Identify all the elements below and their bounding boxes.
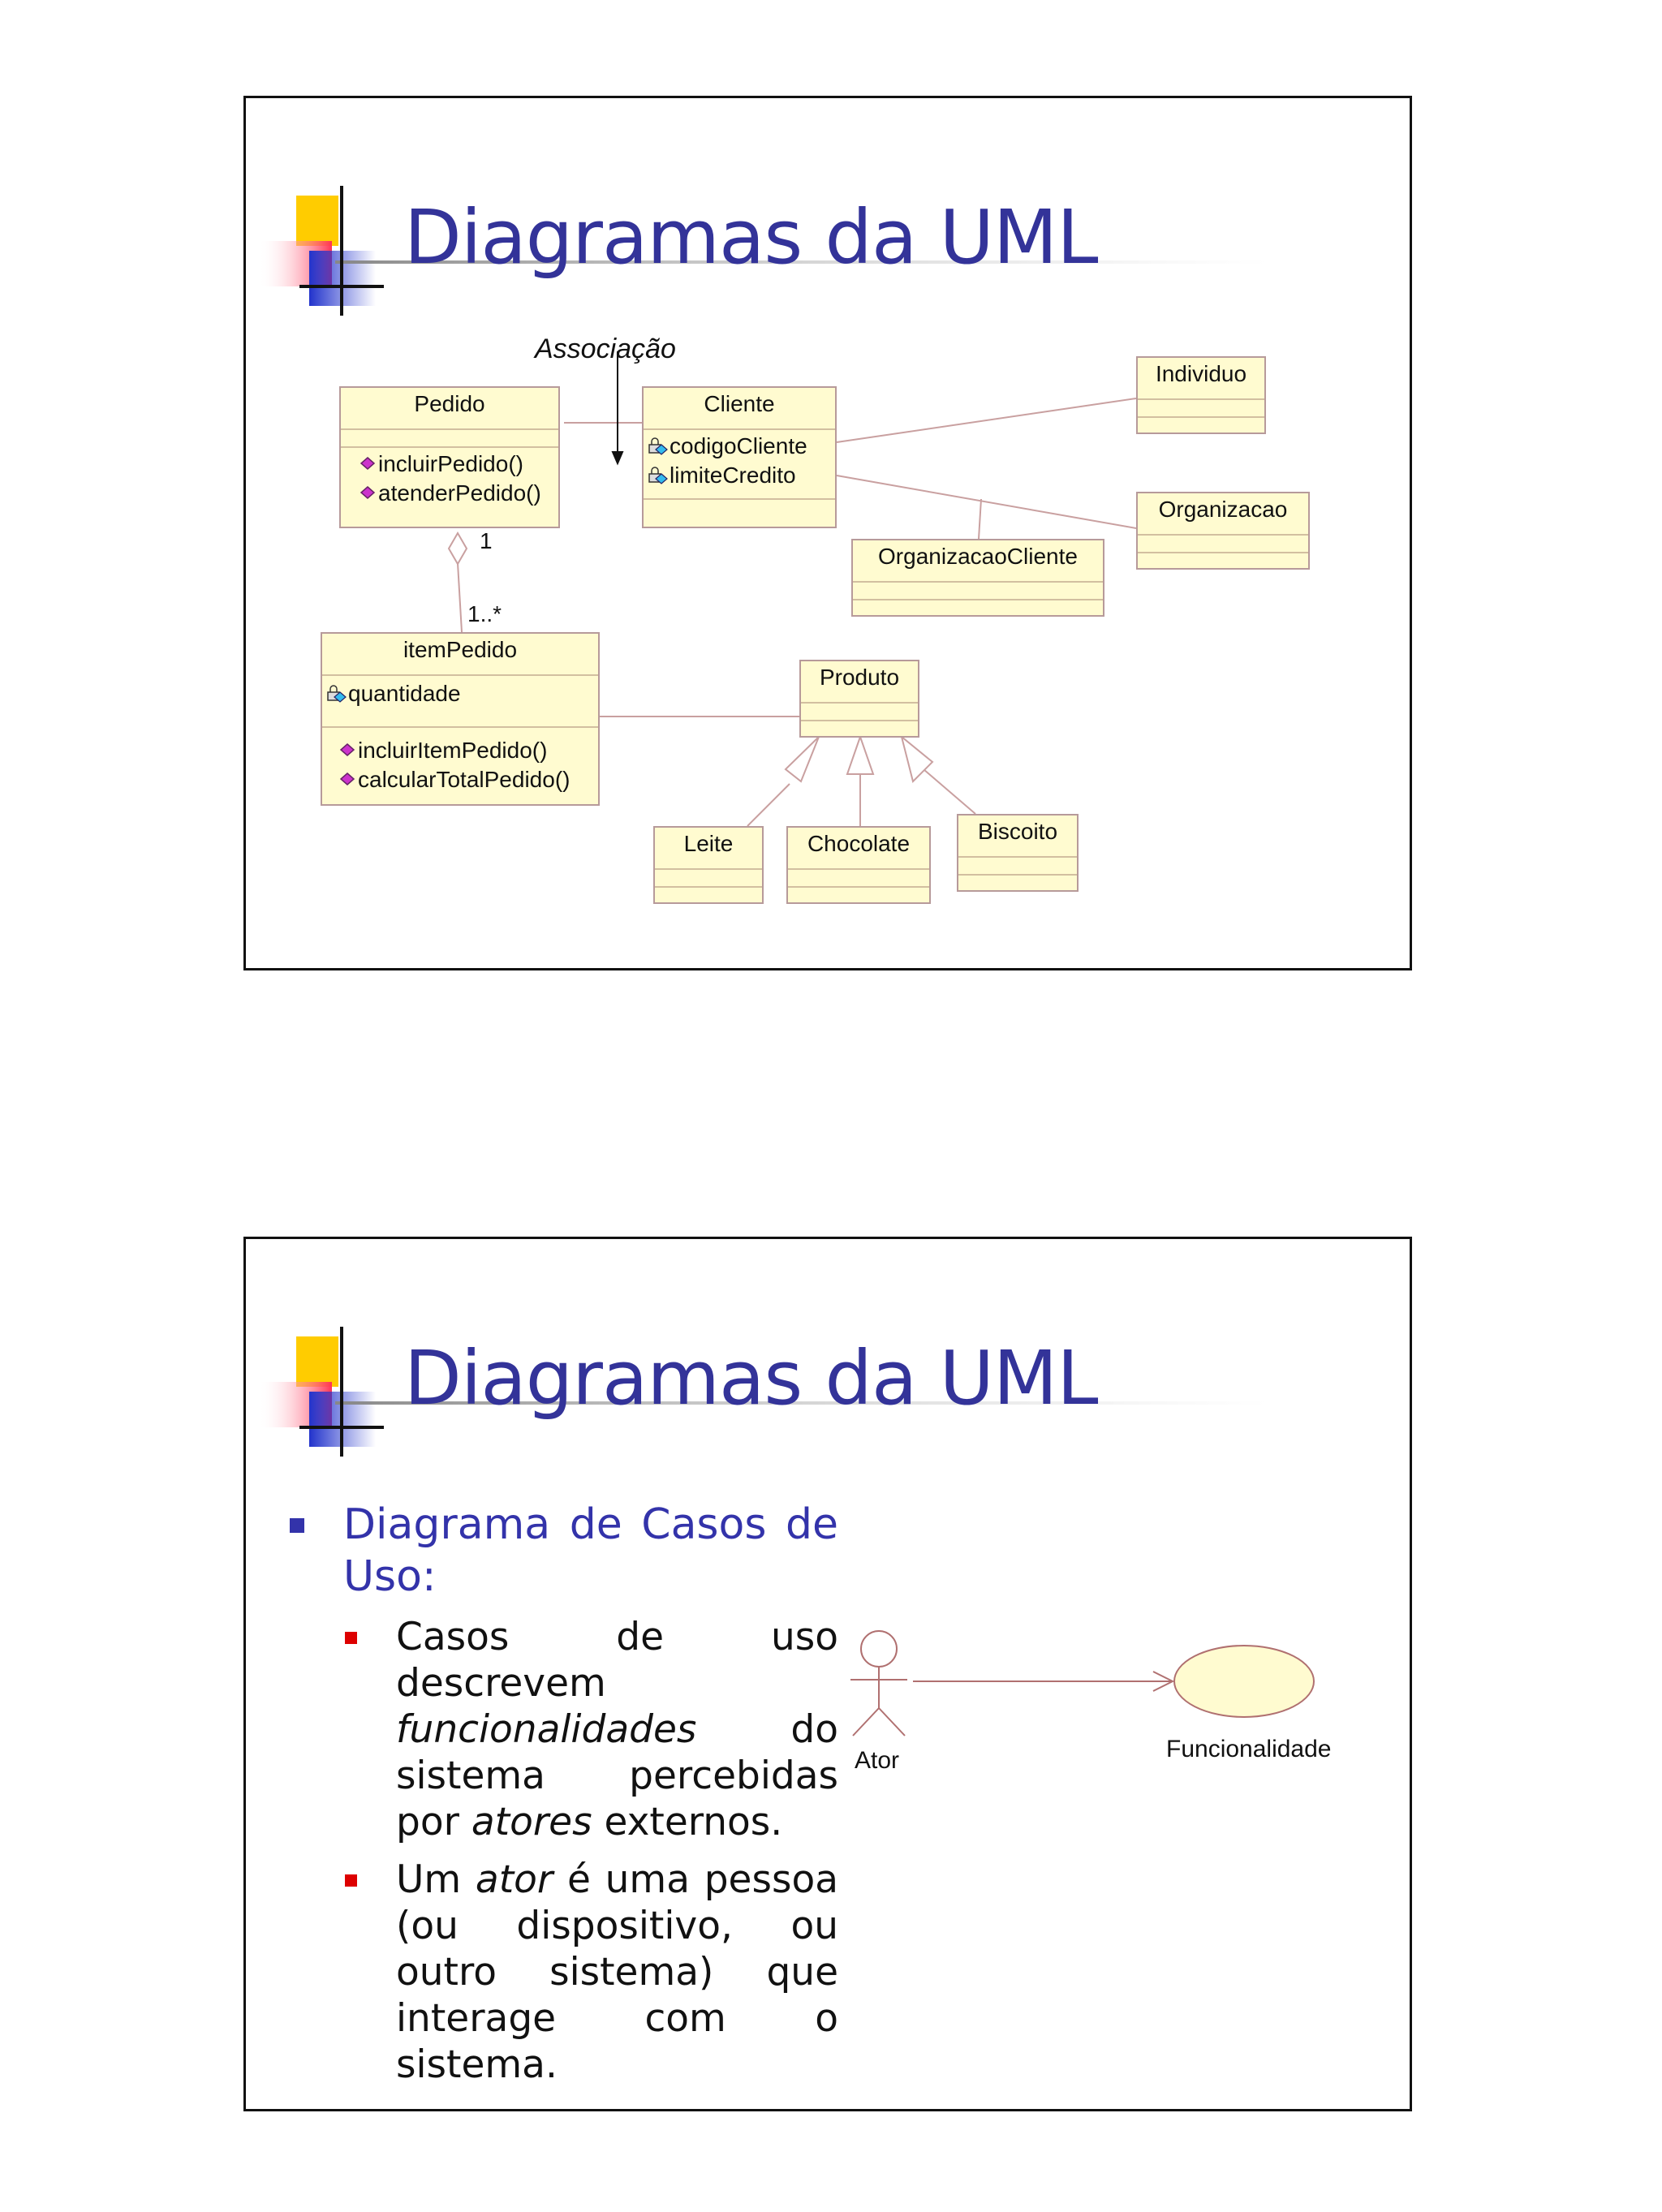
operation-item: [338, 765, 598, 794]
text: é uma pessoa (ou dispositivo, ou outro sistema) que interage com o sistema.: [396, 1857, 839, 2087]
class-name: Cliente: [644, 388, 835, 430]
operation-icon: [359, 484, 377, 503]
operation-label: incluirPedido(): [378, 451, 523, 476]
operation-item: [359, 479, 558, 508]
operation-item: [359, 450, 558, 479]
operation-item: [338, 736, 598, 765]
private-attribute-icon: [647, 466, 668, 485]
class-pedido[interactable]: [339, 386, 560, 528]
attribute-label: codigoCliente: [670, 433, 807, 458]
emphasis: funcionalidades: [396, 1707, 697, 1752]
bullet-text: Diagrama de Casos de Uso:: [343, 1500, 838, 1601]
operation-label: calcularTotalPedido(): [358, 767, 571, 792]
class-cliente[interactable]: [642, 386, 837, 528]
actor-head: [861, 1631, 897, 1667]
slide-title: Diagramas da UML: [404, 194, 1098, 281]
multiplicity-one: 1: [480, 528, 493, 553]
class-biscoito[interactable]: [957, 814, 1079, 892]
actor-leg-right: [879, 1708, 905, 1736]
class-chocolate[interactable]: [786, 826, 931, 904]
actor-label: Ator: [855, 1747, 900, 1774]
attribute-item: [647, 461, 835, 490]
text: do sistema percebidas por: [396, 1707, 838, 1844]
attribute-label: quantidade: [348, 681, 461, 706]
private-attribute-icon: [647, 437, 668, 456]
class-organizacao-cliente[interactable]: [851, 539, 1104, 617]
class-leite[interactable]: [653, 826, 764, 904]
slide-title: Diagramas da UML: [404, 1335, 1098, 1422]
class-name: Biscoito: [958, 816, 1077, 858]
slide-2: [243, 1237, 1412, 2111]
private-attribute-icon: [325, 684, 347, 704]
actor-leg-left: [853, 1708, 879, 1736]
attribute-item: [325, 679, 598, 708]
operation-label: incluirItemPedido(): [358, 738, 548, 763]
operation-icon: [359, 454, 377, 474]
class-organizacao[interactable]: [1136, 492, 1310, 570]
class-produto[interactable]: [799, 660, 919, 738]
attribute-label: limiteCredito: [670, 463, 796, 488]
text: externos.: [592, 1800, 783, 1844]
class-name: Produto: [801, 661, 918, 704]
class-name: Pedido: [341, 388, 558, 430]
class-name: itemPedido: [322, 634, 598, 676]
multiplicity-many: 1..*: [467, 601, 502, 626]
attribute-item: [647, 432, 835, 461]
operation-icon: [338, 741, 356, 760]
class-individuo[interactable]: [1136, 356, 1266, 434]
text: Casos de uso descrevem: [396, 1615, 838, 1706]
association-label: Associação: [535, 334, 676, 364]
emphasis: ator: [475, 1857, 553, 1902]
text: Um: [396, 1857, 476, 1902]
operation-icon: [338, 770, 356, 790]
class-item-pedido[interactable]: [321, 632, 600, 806]
use-case-ellipse: [1174, 1646, 1314, 1717]
operation-label: atenderPedido(): [378, 480, 541, 506]
class-name: OrganizacaoCliente: [853, 540, 1103, 583]
slide-1: [243, 96, 1412, 970]
class-name: Individuo: [1138, 358, 1264, 400]
use-case-label: Funcionalidade: [1166, 1736, 1332, 1762]
class-name: Leite: [655, 828, 762, 870]
class-name: Chocolate: [788, 828, 929, 870]
emphasis: atores: [471, 1800, 592, 1844]
use-case-diagram: [246, 1239, 1412, 2111]
class-name: Organizacao: [1138, 493, 1308, 536]
